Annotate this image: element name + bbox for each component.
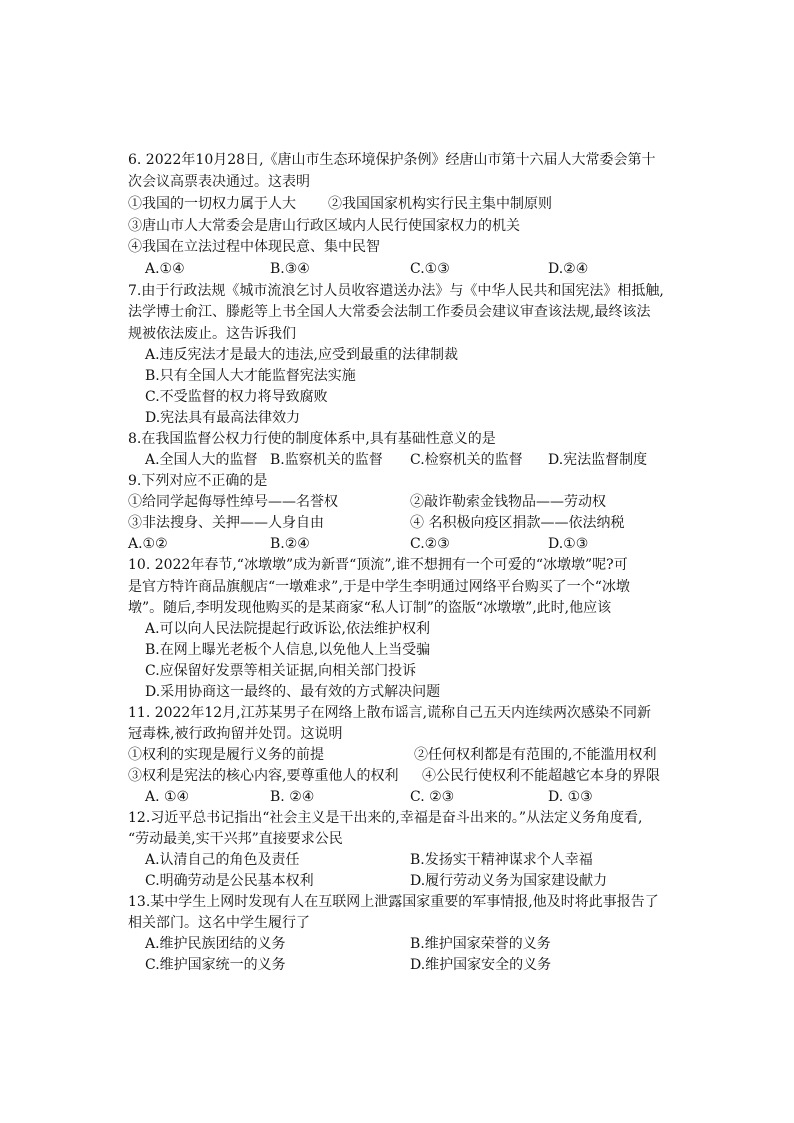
q9-option-c: C.②③ bbox=[410, 536, 450, 552]
q10-stem-line-3: 墩”。随后,李明发现他购买的是某商家“私人订制”的盗版“冰墩墩”,此时,他应该 bbox=[128, 600, 612, 616]
q8-option-a: A.全国人大的监督 bbox=[145, 452, 258, 468]
q6-item-3: ③唐山市人大常委会是唐山行政区域内人民行使国家权力的机关 bbox=[128, 218, 520, 234]
q6-item-2: ②我国国家机构实行民主集中制原则 bbox=[328, 196, 552, 212]
q7-option-a: A.违反宪法才是最大的违法,应受到最重的法律制裁 bbox=[145, 347, 459, 363]
q11-item-2: ②任何权利都是有范围的,不能滥用权利 bbox=[414, 747, 657, 763]
q7-option-c: C.不受监督的权力将导致腐败 bbox=[145, 389, 328, 405]
q11-option-c: C. ②③ bbox=[410, 789, 455, 805]
q12-option-a: A.认清自己的角色及责任 bbox=[145, 852, 300, 868]
q12-options-row-2 bbox=[0, 871, 794, 891]
q12-option-d: D.履行劳动义务为国家建设献力 bbox=[410, 873, 608, 889]
q12-options-row-1 bbox=[0, 850, 794, 870]
q9-item-1: ①给同学起侮辱性绰号——名誉权 bbox=[128, 494, 338, 510]
q10-stem-line-1: 10. 2022年春节,“冰墩墩”成为新晋“顶流”,谁不想拥有一个可爱的“冰墩墩”呢?可 bbox=[128, 557, 628, 573]
q7-stem-line-2: 法学博士俞江、滕彪等上书全国人大常委会法制工作委员会建议审查该法规,最终该法 bbox=[128, 304, 651, 320]
q12-stem-line-2: “劳动最美,实干兴邦”直接要求公民 bbox=[128, 831, 343, 847]
q9-stem: 9.下列对应不正确的是 bbox=[128, 473, 268, 489]
q10-stem-line-2: 是官方特许商品旗舰店“一墩难求”,于是中学生李明通过网络平台购买了一个“冰墩 bbox=[128, 579, 630, 595]
q9-item-4: ④ 名积极向疫区捐款——依法纳税 bbox=[410, 515, 625, 531]
q6-items-row-1 bbox=[0, 194, 794, 214]
q13-option-b: B.维护国家荣誉的义务 bbox=[410, 936, 551, 952]
q13-options-row-2 bbox=[0, 955, 794, 975]
q11-options bbox=[0, 787, 794, 807]
q11-items-row-1 bbox=[0, 745, 794, 765]
q13-stem-line-2: 相关部门。这名中学生履行了 bbox=[128, 915, 310, 931]
q13-option-c: C.维护国家统一的义务 bbox=[145, 957, 286, 973]
q8-option-c: C.检察机关的监督 bbox=[410, 452, 523, 468]
q8-options bbox=[0, 450, 794, 470]
q9-option-d: D.①③ bbox=[548, 536, 589, 552]
q8-option-d: D.宪法监督制度 bbox=[548, 452, 648, 468]
q10-option-c: C.应保留好发票等相关证据,向相关部门投诉 bbox=[145, 663, 417, 679]
q9-item-3: ③非法搜身、关押——人身自由 bbox=[128, 515, 324, 531]
q11-items-row-2 bbox=[0, 766, 794, 786]
q12-stem-line-1: 12.习近平总书记指出“社会主义是干出来的,幸福是奋斗出来的。”从法定义务角度看, bbox=[128, 810, 643, 826]
q7-stem-line-1: 7.由于行政法规《城市流浪乞讨人员收容遣送办法》与《中华人民共和国宪法》相抵触, bbox=[128, 283, 664, 299]
q10-option-d: D.采用协商这一最终的、最有效的方式解决问题 bbox=[145, 684, 441, 700]
q6-stem-line-1: 6. 2022年10月28日,《唐山市生态环境保护条例》经唐山市第十六届人大常委会第十 bbox=[128, 152, 656, 168]
q9-options bbox=[0, 534, 794, 554]
q6-option-d: D.②④ bbox=[548, 261, 589, 277]
q13-options-row-1 bbox=[0, 934, 794, 954]
q7-stem-line-3: 规被依法废止。这告诉我们 bbox=[128, 326, 296, 342]
q6-options bbox=[0, 259, 794, 279]
q8-option-b: B.监察机关的监督 bbox=[270, 452, 383, 468]
q10-option-a: A.可以向人民法院提起行政诉讼,依法维护权利 bbox=[145, 621, 431, 637]
q9-items-row-1 bbox=[0, 492, 794, 512]
q8-stem: 8.在我国监督公权力行使的制度体系中,具有基础性意义的是 bbox=[128, 431, 496, 447]
q11-item-3: ③权利是宪法的核心内容,要尊重他人的权利 bbox=[128, 768, 399, 784]
q7-option-b: B.只有全国人大才能监督宪法实施 bbox=[145, 368, 356, 384]
q11-item-4: ④公民行使权利不能超越它本身的界限 bbox=[422, 768, 660, 784]
q13-option-d: D.维护国家安全的义务 bbox=[410, 957, 552, 973]
q6-option-b: B.③④ bbox=[270, 261, 310, 277]
q13-option-a: A.维护民族团结的义务 bbox=[145, 936, 286, 952]
q12-option-c: C.明确劳动是公民基本权利 bbox=[145, 873, 314, 889]
q6-stem-line-2: 次会议高票表决通过。这表明 bbox=[128, 174, 310, 190]
q9-option-a: A.①② bbox=[128, 536, 168, 552]
q11-option-b: B. ②④ bbox=[270, 789, 315, 805]
q6-option-a: A.①④ bbox=[145, 261, 185, 277]
q6-item-1: ①我国的一切权力属于人大 bbox=[128, 196, 296, 212]
q11-stem-line-1: 11. 2022年12月,江苏某男子在网络上散布谣言,谎称自己五天内连续两次感染不同新 bbox=[128, 705, 652, 721]
q11-item-1: ①权利的实现是履行义务的前提 bbox=[128, 747, 324, 763]
q11-stem-line-2: 冠毒株,被行政拘留并处罚。这说明 bbox=[128, 726, 343, 742]
q7-option-d: D.宪法具有最高法律效力 bbox=[145, 410, 301, 426]
q11-option-d: D. ①③ bbox=[548, 789, 593, 805]
q6-option-c: C.①③ bbox=[410, 261, 450, 277]
q13-stem-line-1: 13.某中学生上网时发现有人在互联网上泄露国家重要的军事情报,他及时将此事报告了 bbox=[128, 894, 659, 910]
q12-option-b: B.发扬实干精神谋求个人幸福 bbox=[410, 852, 593, 868]
q11-option-a: A. ①④ bbox=[145, 789, 190, 805]
q9-item-2: ②敲诈勒索金钱物品——劳动权 bbox=[410, 494, 606, 510]
q10-option-b: B.在网上曝光老板个人信息,以免他人上当受骗 bbox=[145, 642, 431, 658]
q6-item-4: ④我国在立法过程中体现民意、集中民智 bbox=[128, 239, 380, 255]
q9-option-b: B.②④ bbox=[270, 536, 310, 552]
q9-items-row-2 bbox=[0, 513, 794, 533]
